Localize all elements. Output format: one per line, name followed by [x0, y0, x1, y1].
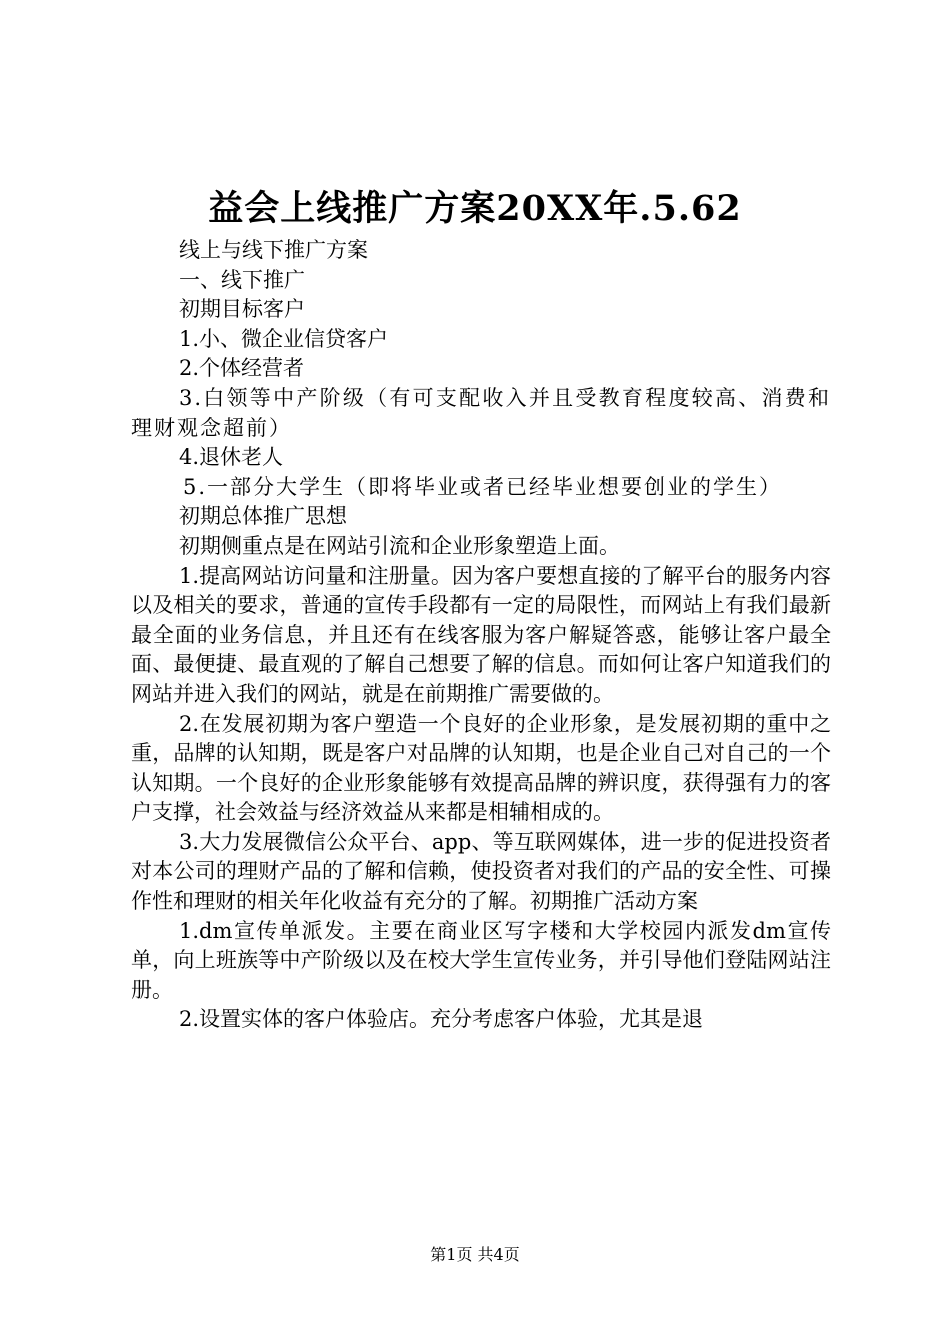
paragraph: 初期总体推广思想 [179, 504, 347, 529]
document-title: 益会上线推广方案20XX年.5.62 [208, 188, 742, 229]
paragraph: 3.白领等中产阶级（有可支配收入并且受教育程度较高、消费和理财观念超前） [131, 385, 831, 440]
paragraph: 2.设置实体的客户体验店。充分考虑客户体验，尤其是退 [179, 1007, 704, 1032]
paragraph: 2.个体经营者 [179, 356, 305, 381]
paragraph: 5.一部分大学生（即将毕业或者已经毕业想要创业的学生） [183, 474, 783, 499]
paragraph: 4.退休老人 [179, 445, 284, 470]
paragraph: 初期侧重点是在网站引流和企业形象塑造上面。 [179, 533, 620, 558]
paragraph: 2.在发展初期为客户塑造一个良好的企业形象，是发展初期的重中之重，品牌的认知期，既是客户对品牌的认知期，也是企业自己对自己的一个认知期。一个良好的企业形象能够有效提高品牌的辨识度，获得强有力的客户支撑，社会效益与经济效益从来都是相辅相成的。 [131, 711, 831, 825]
document-body [131, 236, 831, 1035]
paragraph: 1.小、微企业信贷客户 [179, 326, 389, 351]
paragraph: 1.dm宣传单派发。主要在商业区写字楼和大学校园内派发dm宣传单，向上班族等中产阶级以及在校大学生宣传业务，并引导他们登陆网站注册。 [131, 918, 831, 1002]
paragraph: 初期目标客户 [179, 297, 305, 322]
paragraph: 1.提高网站访问量和注册量。因为客户要想直接的了解平台的服务内容以及相关的要求，普通的宣传手段都有一定的局限性，而网站上有我们最新最全面的业务信息，并且还有在线客服为客户解疑答惑，能够让客户最全面、最便捷、最直观的了解自己想要了解的信息。而如何让客户知道我们的网站并进入我们的网站，就是在前期推广需要做的。 [131, 563, 831, 706]
paragraph: 3.大力发展微信公众平台、app、等互联网媒体，进一步的促进投资者对本公司的理财产品的了解和信赖，使投资者对我们的产品的安全性、可操作性和理财的相关年化收益有充分的了解。初期推广活动方案 [131, 829, 831, 914]
page-number-footer: 第1页 共4页 [430, 1245, 520, 1264]
paragraph: 线上与线下推广方案 [179, 238, 368, 262]
paragraph: 一、线下推广 [179, 267, 305, 292]
